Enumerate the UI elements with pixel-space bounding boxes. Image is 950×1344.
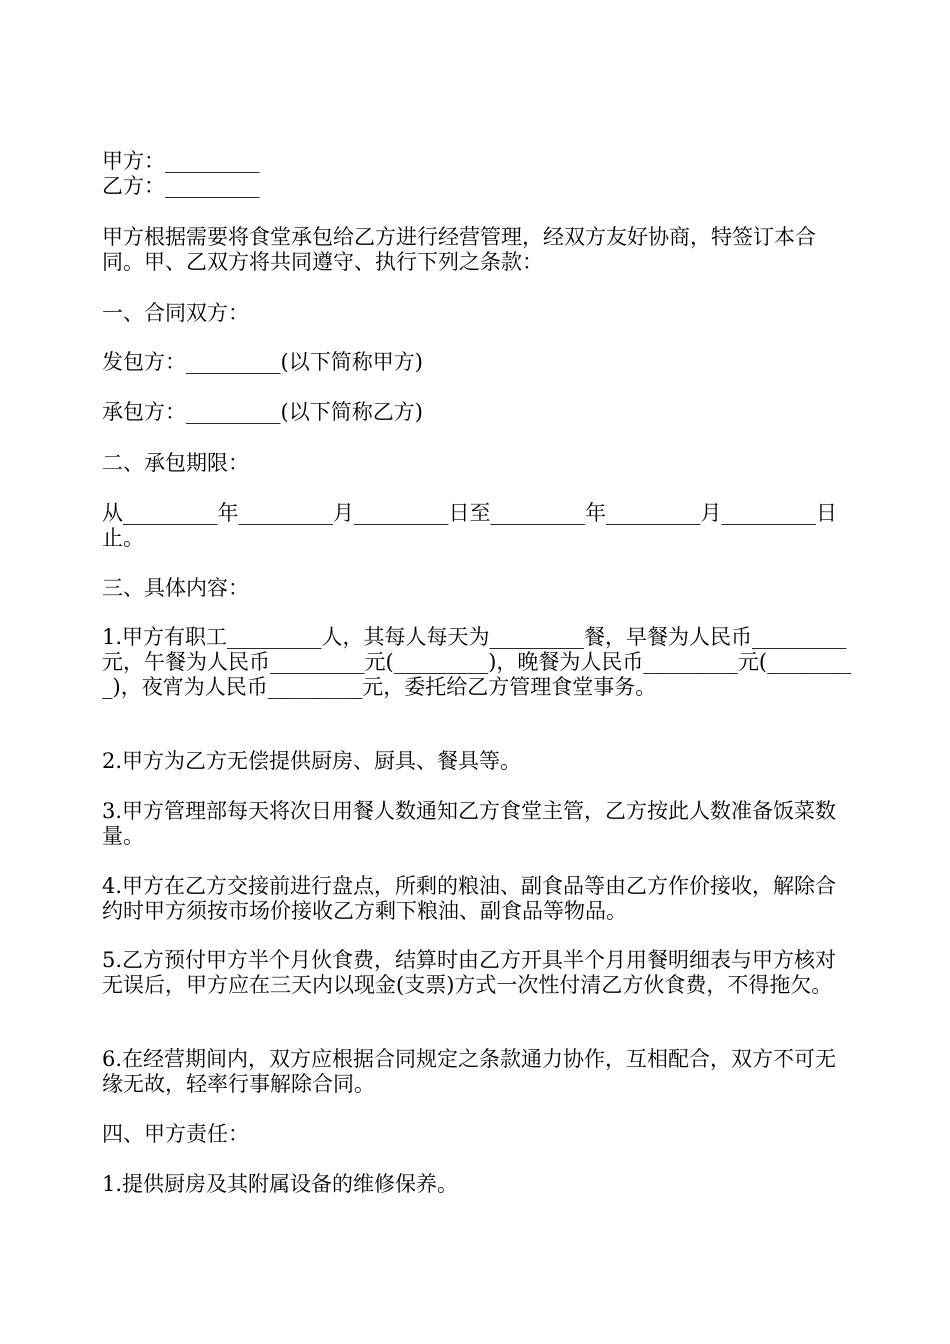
item-3-2: 2.甲方为乙方无偿提供厨房、厨具、餐具等。 (102, 749, 522, 773)
contractor-issuer-line: 发包方：_________(以下简称甲方) (102, 350, 423, 374)
item-3-6: 6.在经营期间内，双方应根据合同规定之条款通力协作，互相配合，双方不可无缘无故，轻率行事解除合同。 (102, 1047, 837, 1096)
section-4-title: 四、甲方责任： (102, 1122, 249, 1146)
intro-paragraph: 甲方根据需要将食堂承包给乙方进行经营管理，经双方友好协商，特签订本合同。甲、乙双方将共同遵守、执行下列之条款： (102, 225, 816, 274)
item-3-5: 5.乙方预付甲方半个月伙食费，结算时由乙方开具半个月用餐明细表与甲方核对无误后，甲方应在三天内以现金(支票)方式一次性付清乙方伙食费，不得拖欠。 (102, 948, 837, 997)
party-b-line: 乙方：_________ (102, 174, 260, 198)
section-3-title: 三、具体内容： (102, 576, 249, 600)
item-3-1: 1.甲方有职工_________人，其每人每天为_________餐，早餐为人民币_________元，午餐为人民币_________元(_________)，晚餐为人民币_________元(_________)，夜宵为人民币_________元，委托给乙方管理食堂事务。 (102, 625, 852, 699)
item-3-4: 4.甲方在乙方交接前进行盘点，所剩的粮油、副食品等由乙方作价接收，解除合约时甲方须按市场价接收乙方剩下粮油、副食品等物品。 (102, 874, 837, 923)
section-1-title: 一、合同双方： (102, 301, 249, 325)
contractor-receiver-line: 承包方：_________(以下简称乙方) (102, 400, 423, 424)
item-3-3: 3.甲方管理部每天将次日用餐人数通知乙方食堂主管，乙方按此人数准备饭菜数量。 (102, 799, 837, 848)
party-a-line: 甲方：_________ (102, 149, 260, 173)
period-paragraph: 从_________年_________月_________日至_________年_________月_________日止。 (102, 501, 837, 550)
section-2-title: 二、承包期限： (102, 451, 249, 475)
item-4-1: 1.提供厨房及其附属设备的维修保养。 (102, 1172, 459, 1196)
